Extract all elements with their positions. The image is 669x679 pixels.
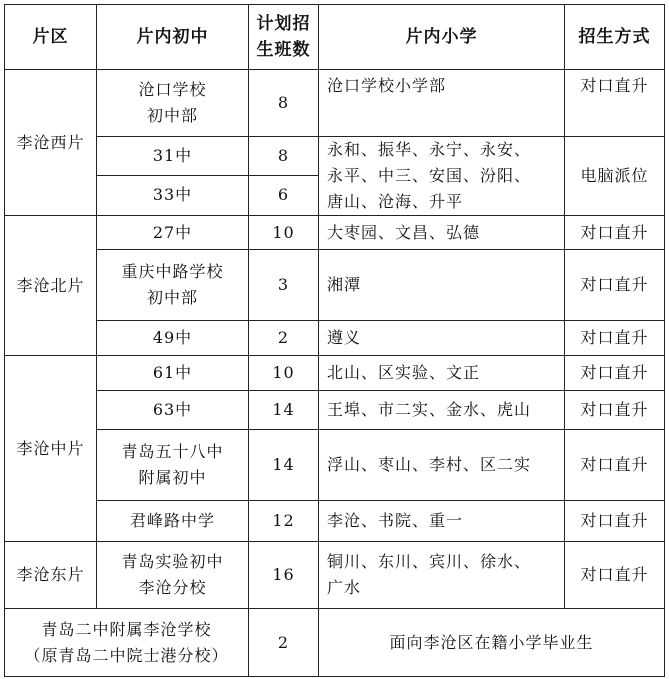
middle-school-cell: 33中 (97, 175, 249, 215)
primary-cell: 李沧、书院、重一 (319, 501, 565, 542)
header-classes (249, 5, 319, 70)
primary-cell (319, 542, 565, 609)
school-line: 李沧分校 (138, 578, 207, 597)
classes-cell: 8 (249, 137, 319, 176)
table-row (5, 430, 665, 501)
table-row (5, 70, 665, 137)
district-cell: 李沧西片 (5, 70, 97, 216)
middle-school-cell: 31中 (97, 137, 249, 176)
classes-cell: 12 (249, 501, 319, 542)
primary-cell: 北山、区实验、文正 (319, 356, 565, 391)
method-cell: 对口直升 (565, 391, 665, 430)
header-primary-schools: 片内小学 (319, 5, 565, 70)
primary-line: 永和、振华、永宁、永安、 (327, 140, 532, 159)
method-cell: 对口直升 (565, 542, 665, 609)
school-line: 附属初中 (138, 468, 207, 487)
note-cell: 面向李沧区在籍小学毕业生 (319, 609, 665, 677)
classes-cell: 16 (249, 542, 319, 609)
primary-line: 铜川、东川、宾川、徐水、 (327, 552, 532, 571)
primary-line: 广水 (327, 578, 362, 597)
middle-school-cell: 49中 (97, 321, 249, 356)
school-line: 青岛五十八中 (121, 442, 224, 461)
header-middle-school: 片内初中 (97, 5, 249, 70)
header-method: 招生方式 (565, 5, 665, 70)
school-cell-wide (5, 609, 249, 677)
table-row (5, 321, 665, 356)
enrollment-table (4, 4, 665, 677)
method-cell: 对口直升 (565, 501, 665, 542)
classes-cell: 3 (249, 250, 319, 321)
middle-school-cell (97, 250, 249, 321)
school-line: （原青岛二中院士港分校） (24, 645, 229, 665)
primary-cell: 大枣园、文昌、弘德 (319, 216, 565, 250)
header-district: 片区 (5, 5, 97, 70)
classes-cell: 14 (249, 430, 319, 501)
primary-cell: 浮山、枣山、李村、区二实 (319, 430, 565, 501)
middle-school-cell: 61中 (97, 356, 249, 391)
method-cell: 对口直升 (565, 216, 665, 250)
district-cell: 李沧中片 (5, 356, 97, 542)
table-row (5, 542, 665, 609)
school-line: 重庆中路学校 (121, 262, 224, 281)
school-line: 初中部 (146, 106, 198, 125)
table-row (5, 501, 665, 542)
method-cell: 电脑派位 (565, 137, 665, 216)
method-cell: 对口直升 (565, 430, 665, 501)
middle-school-cell: 63中 (97, 391, 249, 430)
primary-cell: 遵义 (319, 321, 565, 356)
middle-school-cell: 27中 (97, 216, 249, 250)
primary-line: 唐山、沧海、升平 (327, 192, 464, 211)
table-row (5, 356, 665, 391)
header-row (5, 5, 665, 70)
middle-school-cell (97, 430, 249, 501)
classes-cell: 6 (249, 175, 319, 215)
method-cell: 对口直升 (565, 70, 665, 137)
table-row (5, 137, 665, 176)
classes-cell: 2 (249, 609, 319, 677)
method-cell: 对口直升 (565, 250, 665, 321)
table-row (5, 216, 665, 250)
classes-cell: 2 (249, 321, 319, 356)
classes-cell: 10 (249, 356, 319, 391)
classes-cell: 8 (249, 70, 319, 137)
primary-cell: 沧口学校小学部 (319, 70, 565, 137)
middle-school-cell (97, 70, 249, 137)
school-line: 青岛二中附属李沧学校 (41, 619, 212, 639)
table-row (5, 250, 665, 321)
school-line: 初中部 (146, 288, 198, 307)
table-row (5, 609, 665, 677)
method-cell: 对口直升 (565, 321, 665, 356)
district-cell: 李沧东片 (5, 542, 97, 609)
primary-line: 永平、中三、安国、汾阳、 (327, 166, 532, 185)
district-cell: 李沧北片 (5, 216, 97, 356)
method-cell: 对口直升 (565, 356, 665, 391)
primary-cell (319, 137, 565, 216)
primary-cell: 王埠、市二实、金水、虎山 (319, 391, 565, 430)
classes-cell: 14 (249, 391, 319, 430)
primary-cell: 湘潭 (319, 250, 565, 321)
classes-cell: 10 (249, 216, 319, 250)
middle-school-cell (97, 542, 249, 609)
header-classes-line2: 生班数 (256, 40, 311, 60)
school-line: 沧口学校 (138, 80, 207, 99)
school-line: 青岛实验初中 (121, 552, 224, 571)
middle-school-cell: 君峰路中学 (97, 501, 249, 542)
header-classes-line1: 计划招 (256, 14, 311, 34)
table-row (5, 391, 665, 430)
